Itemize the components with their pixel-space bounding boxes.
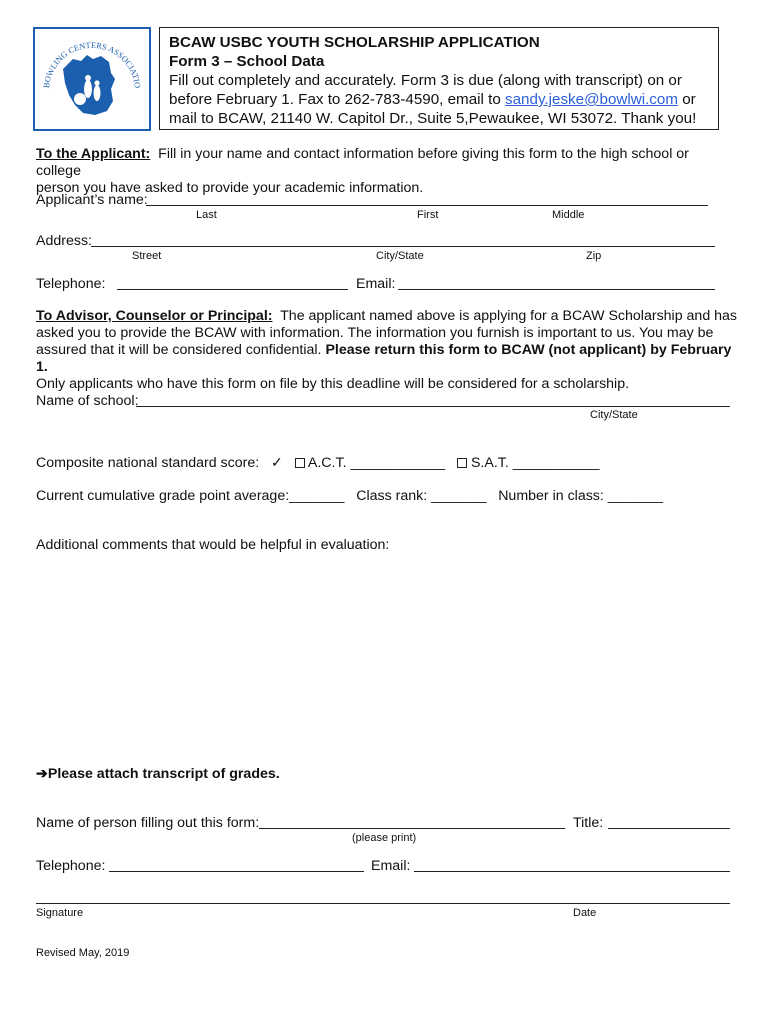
title-field[interactable] bbox=[608, 828, 730, 829]
gpa-row bbox=[36, 488, 663, 505]
email-label: Email: bbox=[356, 276, 396, 292]
first-sublabel: First bbox=[417, 209, 439, 221]
date-label: Date bbox=[573, 907, 597, 919]
email-link[interactable]: sandy.jeske@bowlwi.com bbox=[505, 91, 678, 108]
bcaw-logo bbox=[33, 27, 151, 131]
comments-label: Additional comments that would be helpful in evaluation: bbox=[36, 537, 390, 553]
header-line-2: before February 1. Fax to 262-783-4590, email to sandy.jeske@bowlwi.com or bbox=[169, 91, 696, 108]
checkmark-icon: ✓ bbox=[271, 455, 283, 471]
transcript-note: ➔Please attach transcript of grades. bbox=[36, 766, 280, 782]
act-checkbox[interactable] bbox=[295, 458, 305, 468]
telephone-label: Telephone: bbox=[36, 276, 106, 292]
gpa-field[interactable]: Current cumulative grade point average:_______ bbox=[36, 488, 345, 504]
signer-email-label: Email: bbox=[371, 858, 411, 874]
logo-text: BOWLING CENTERS ASSOCIATIO bbox=[42, 40, 142, 89]
email-field[interactable] bbox=[398, 289, 715, 290]
address-field[interactable] bbox=[91, 246, 715, 247]
school-citystate-sublabel: City/State bbox=[590, 409, 638, 421]
comments-area[interactable] bbox=[36, 560, 730, 755]
applicant-name-field[interactable] bbox=[146, 205, 708, 206]
sat-checkbox[interactable] bbox=[457, 458, 467, 468]
sat-label: S.A.T. ___________ bbox=[470, 455, 600, 471]
wisconsin-bowling-logo-icon bbox=[35, 29, 149, 129]
header-box bbox=[159, 27, 719, 130]
form-title: BCAW USBC YOUTH SCHOLARSHIP APPLICATION bbox=[169, 34, 540, 51]
address-label: Address: bbox=[36, 233, 92, 249]
signature-line[interactable] bbox=[36, 903, 730, 904]
applicant-name-label: Applicant’s name: bbox=[36, 192, 148, 208]
school-field[interactable] bbox=[136, 406, 730, 407]
please-print-sublabel: (please print) bbox=[352, 832, 417, 844]
class-rank-field[interactable]: Class rank: _______ bbox=[356, 488, 487, 504]
middle-sublabel: Middle bbox=[552, 209, 585, 221]
applicant-intro: To the Applicant: Fill in your name and contact information before giving this form to the high school or college person you have asked to provide your academic information. bbox=[36, 146, 689, 196]
header-line-1: Fill out completely and accurately. Form 3 is due (along with transcript) on or bbox=[169, 72, 682, 89]
signer-name-label: Name of person filling out this form: bbox=[36, 815, 260, 831]
school-label: Name of school: bbox=[36, 393, 139, 409]
number-in-class-field[interactable]: Number in class: _______ bbox=[498, 488, 664, 504]
header-line-3: mail to BCAW, 21140 W. Capitol Dr., Suite 5,Pewaukee, WI 53072. Thank you! bbox=[169, 110, 697, 127]
score-row: Composite national standard score: ✓ A.C.T. ____________ S.A.T. ___________ bbox=[36, 455, 600, 471]
signer-name-field[interactable] bbox=[259, 828, 565, 829]
applicant-heading: To the Applicant: bbox=[36, 146, 151, 162]
revised-date: Revised May, 2019 bbox=[36, 947, 130, 959]
citystate-sublabel: City/State bbox=[376, 250, 424, 262]
arrow-right-icon: ➔ bbox=[36, 766, 48, 782]
signer-email-field[interactable] bbox=[414, 871, 730, 872]
last-sublabel: Last bbox=[196, 209, 217, 221]
title-label: Title: bbox=[573, 815, 604, 831]
telephone-field[interactable] bbox=[117, 289, 348, 290]
advisor-intro: To Advisor, Counselor or Principal: The applicant named above is applying for a BCAW Scholarship and has asked you to provide the BCAW with information. The information you furnish is important to us. You may be assured that it will be considered confidential. Please return this form to BCAW (not applicant) by February 1. Only applicants who have this form on file by this deadline will be considered for a scholarship. bbox=[36, 308, 738, 392]
act-label: A.C.T. ____________ bbox=[307, 455, 446, 471]
signer-telephone-label: Telephone: bbox=[36, 858, 106, 874]
form-subtitle: Form 3 – School Data bbox=[169, 53, 325, 70]
signature-label: Signature bbox=[36, 907, 84, 919]
street-sublabel: Street bbox=[132, 250, 162, 262]
zip-sublabel: Zip bbox=[586, 250, 602, 262]
advisor-heading: To Advisor, Counselor or Principal: bbox=[36, 308, 273, 324]
signer-telephone-field[interactable] bbox=[109, 871, 364, 872]
